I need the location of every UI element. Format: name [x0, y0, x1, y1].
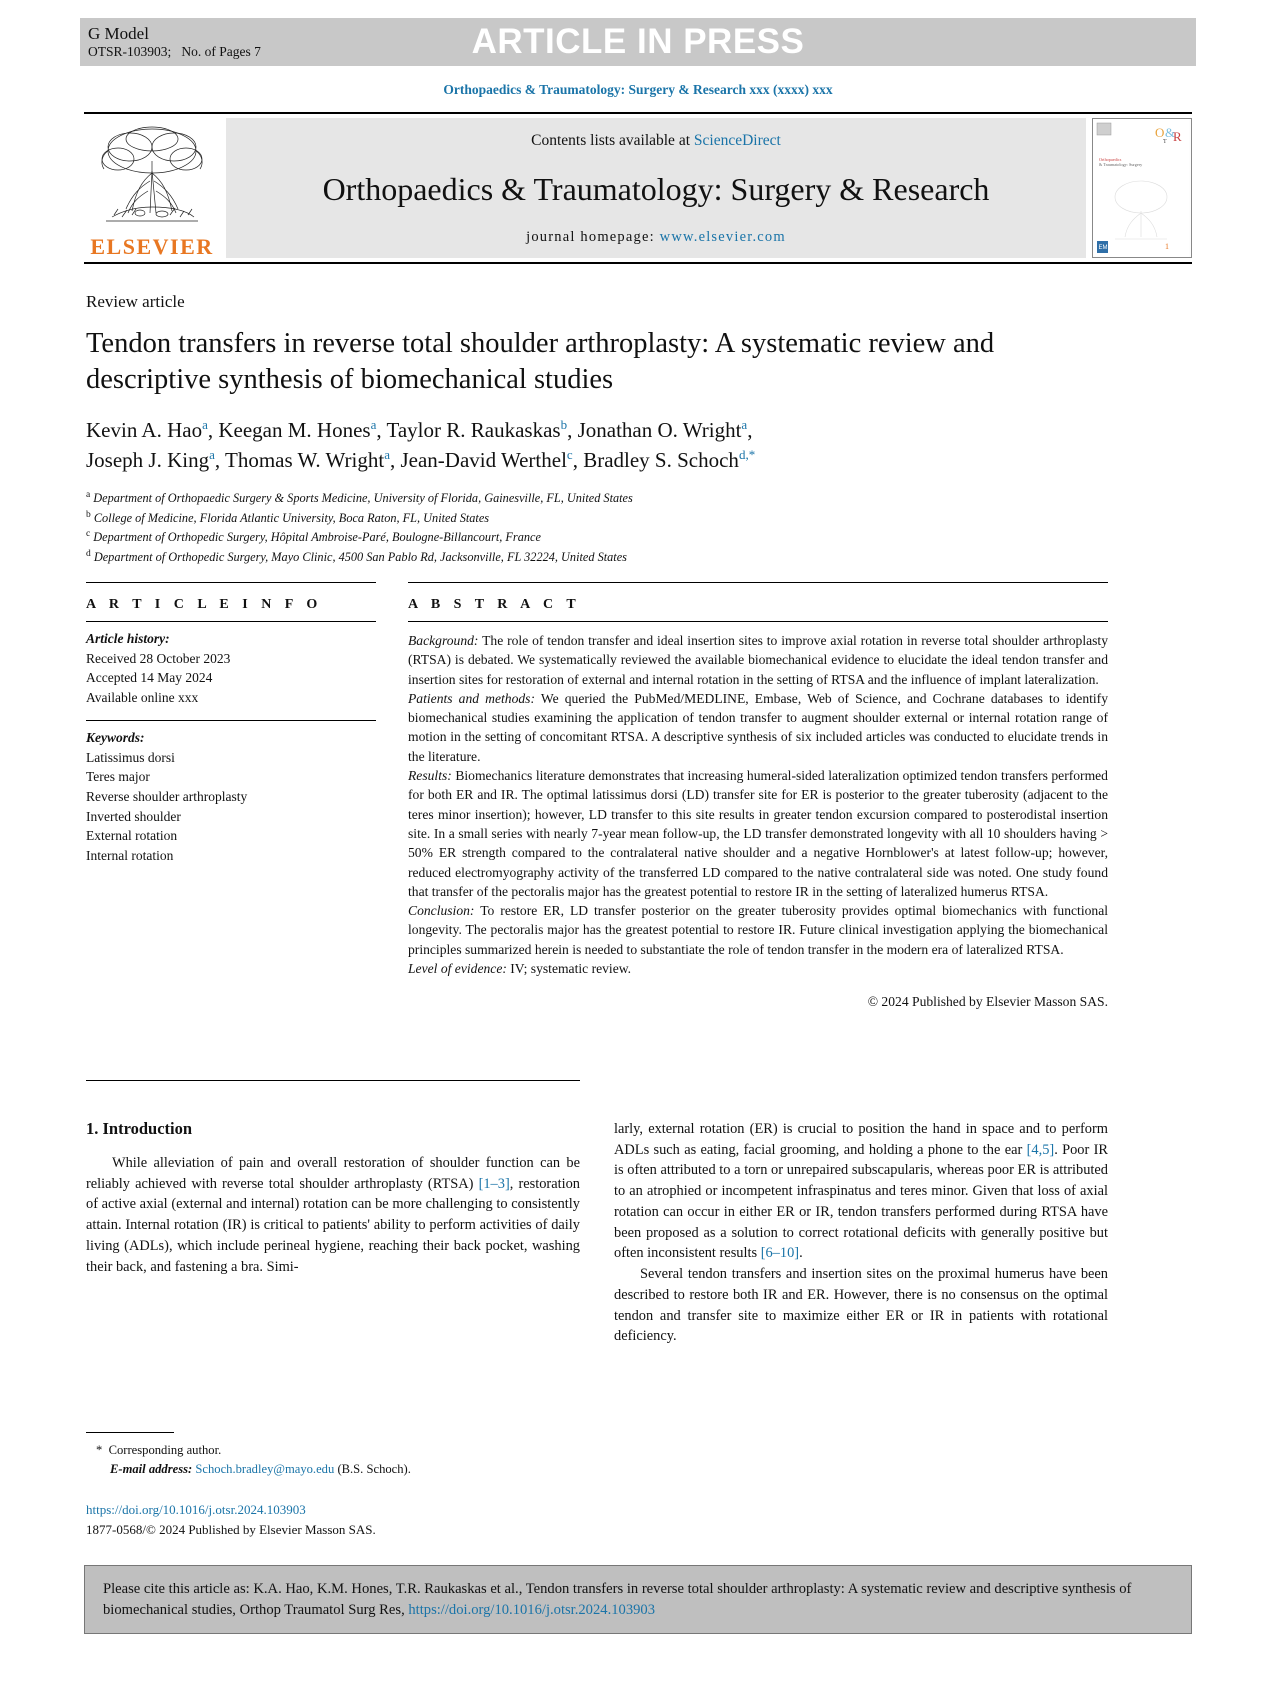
intro-right-b: . Poor IR is often attributed to a torn or unrepaired subscapularis, whereas poor ER is attributed to an atrophied or incompetent infraspinatus and teres minor. Given that loss of axial rotation can occur in either ER or IR, tendon transfers performed during RTSA have been proposed as a solution to correct rotational deficits with generally positive but often inconsistent results	[614, 1141, 1108, 1262]
doi-line	[86, 1500, 376, 1520]
page-title: Tendon transfers in reverse total shoulder arthroplasty: A systematic review and descriptive synthesis of biomechanical studies	[86, 328, 995, 396]
keyword-item: Latissimus dorsi	[86, 749, 175, 765]
body-column-right	[614, 1080, 1108, 1347]
footnote-corresponding-line	[96, 1441, 580, 1460]
corresponding-author-footnote	[86, 1432, 580, 1479]
abstract-evidence	[408, 959, 1108, 978]
abstract-evidence-label: Level of evidence:	[408, 961, 507, 977]
author-name: Taylor R. Raukaskas	[386, 417, 561, 442]
g-model-label: G Model	[88, 24, 149, 44]
author-list	[86, 415, 986, 476]
svg-text:Orthopaedics: Orthopaedics	[1099, 157, 1122, 162]
article-info-column	[86, 582, 376, 1012]
keyword-item: External rotation	[86, 828, 178, 844]
author-name: Jean-David Werthel	[400, 448, 567, 473]
svg-text:T: T	[1163, 139, 1167, 145]
abstract-heading: A B S T R A C T	[408, 597, 581, 612]
article-doi-link[interactable]: https://doi.org/10.1016/j.otsr.2024.103903	[86, 1502, 306, 1517]
elsevier-tree-icon	[92, 121, 212, 233]
affiliation-mark: b	[86, 509, 91, 520]
homepage-label: journal homepage:	[526, 229, 660, 245]
intro-text-a: While alleviation of pain and overall restoration of shoulder function can be reliably achieved with reverse total shoulder arthroplasty (RTSA)	[86, 1155, 580, 1192]
article-in-press-stamp: ARTICLE IN PRESS	[471, 22, 805, 61]
abstract-evidence-text: IV; systematic review.	[510, 961, 632, 977]
email-address-label: E-mail address:	[110, 1461, 193, 1476]
elsevier-wordmark: ELSEVIER	[90, 234, 214, 259]
intro-right-c: .	[799, 1245, 803, 1262]
keywords-group	[86, 721, 376, 878]
keyword-item: Reverse shoulder arthroplasty	[86, 788, 248, 804]
journal-reference-line: Orthopaedics & Traumatology: Surgery & Research xxx (xxxx) xxx	[443, 82, 833, 97]
history-item: Available online xxx	[86, 690, 199, 706]
journal-cover-thumbnail	[1092, 118, 1192, 258]
introduction-heading: 1. Introduction	[86, 1119, 193, 1138]
citation-ref-4-5[interactable]: [4,5]	[1026, 1141, 1055, 1158]
svg-text:R: R	[1173, 129, 1182, 144]
corresponding-email-link[interactable]: Schoch.bradley@mayo.edu	[195, 1461, 335, 1476]
article-type-label: Review article	[86, 292, 185, 311]
masthead-center-panel	[226, 118, 1086, 258]
homepage-url[interactable]: www.elsevier.com	[659, 229, 786, 245]
intro-paragraph-right	[614, 1119, 1108, 1264]
author-affiliation-mark: d,*	[738, 447, 756, 463]
abstract-column	[408, 582, 1108, 1012]
affiliation-mark: d	[86, 549, 91, 560]
svg-text:& Traumatology: Surgery: & Traumatology: Surgery	[1099, 162, 1143, 167]
abstract-background-text: The role of tendon transfer and ideal insertion sites to improve axial rotation in reverse total shoulder arthroplasty (RTSA) is debated. We systematically reviewed the available biomechanical evidence to elucidate the ideal tendon transfer and insertion sites for restoration of external and internal rotation in the setting of RTSA and the influence of implant lateralization.	[408, 633, 1108, 687]
abstract-results-text: Biomechanics literature demonstrates that increasing humeral-sided lateralization optimized tendon transfers performed for both ER and IR. The optimal latissimus dorsi (LD) transfer site for ER is posterior to the greater tuberosity (adjacent to the teres minor insertion); however, LD transfer to this site results in greater tendon excursion compared to posterodistal insertion site. In a small series with nearly 7-year mean follow-up, the LD transfer demonstrated longevity with all 10 shoulders having > 50% ER strength compared to the contralateral native shoulder and a negative Hornblower's at latest follow-up; however, reduced electromyography activity of the transferred LD compared to the native contralateral side was noted. One study found that transfer of the pectoralis major has the greatest potential to restore IR in the setting of lateralized humerus RTSA.	[408, 768, 1108, 899]
affiliation-text: College of Medicine, Florida Atlantic University, Boca Raton, FL, United States	[93, 510, 490, 525]
doi-and-issn-block	[86, 1500, 376, 1539]
abstract-background	[408, 631, 1108, 689]
article-info-heading: A R T I C L E I N F O	[86, 597, 323, 612]
sciencedirect-link[interactable]: ScienceDirect	[693, 132, 781, 149]
journal-masthead	[84, 112, 1192, 264]
author-affiliation-mark: a	[384, 447, 390, 463]
abstract-copyright: © 2024 Published by Elsevier Masson SAS.	[867, 994, 1108, 1010]
history-item: Received 28 October 2023	[86, 650, 231, 666]
masthead-bottom-rule	[84, 262, 1192, 264]
affiliation-text: Department of Orthopaedic Surgery & Sports Medicine, University of Florida, Gainesville, FL, United States	[93, 490, 633, 505]
abstract-body	[408, 622, 1108, 1012]
corresponding-author-label: Corresponding author.	[108, 1443, 222, 1457]
article-history-label: Article history:	[86, 631, 170, 646]
issn-copyright-line: 1877-0568/© 2024 Published by Elsevier Masson SAS.	[86, 1521, 376, 1537]
body-column-left	[86, 1080, 580, 1347]
affiliation-text: Department of Orthopedic Surgery, Hôpital Ambroise-Paré, Boulogne-Billancourt, France	[93, 530, 541, 545]
g-model-bar	[80, 18, 1196, 66]
journal-homepage-line	[526, 229, 786, 246]
svg-text:1: 1	[1165, 242, 1169, 251]
affiliation-item	[86, 547, 1106, 567]
abstract-results-label: Results:	[408, 768, 452, 784]
author-affiliation-mark: a	[209, 447, 215, 463]
title-block	[86, 292, 1106, 567]
author-name: Jonathan O. Wright	[577, 417, 742, 442]
abstract-conclusion-label: Conclusion:	[408, 903, 475, 919]
author-name: Keegan M. Hones	[218, 417, 371, 442]
author-affiliation-mark: a	[370, 416, 377, 432]
affiliation-mark: a	[86, 489, 91, 500]
masthead-body	[84, 114, 1192, 262]
keyword-item: Internal rotation	[86, 848, 174, 864]
contents-available-line	[531, 132, 781, 150]
svg-text:EM: EM	[1098, 245, 1108, 251]
author-name: Kevin A. Hao	[86, 417, 203, 442]
author-line-1: Kevin A. Hao$^a$, Keegan M. Hones$^a$, Taylor R. Raukaskas$^b$, Jonathan O. Wright$^a$,	[86, 416, 753, 442]
intro-text-b: , restoration of active axial (external and internal) rotation can be more challenging to consistently attain. Internal rotation (IR) is critical to patients' ability to perform activities of daily living (ADLs), which include perineal hygiene, reaching their back pocket, washing their back, and fastening a bra. Simi-	[86, 1175, 580, 1275]
abstract-methods-text: We queried the PubMed/MEDLINE, Embase, Web of Science, and Cochrane databases to identify biomechanical studies examining the application of tendon transfer to augment shoulder external or internal rotation range of motion in the setting of concomitant RTSA. A descriptive synthesis of six included articles was conducted to elucidate trends in the literature.	[408, 690, 1108, 764]
keyword-item: Teres major	[86, 769, 150, 785]
info-abstract-region	[86, 582, 1108, 1012]
affiliation-text: Department of Orthopedic Surgery, Mayo Clinic, 4500 San Pablo Rd, Jacksonville, FL 32224, United States	[93, 550, 627, 565]
intro-paragraph-right-2: Several tendon transfers and insertion sites on the proximal humerus have been described to restore both IR and ER. However, there is no consensus on the optimal tendon and transfer site to maximize either ER or IR in patients with rotational deficiency.	[614, 1266, 1108, 1345]
affiliation-item	[86, 527, 1106, 547]
abstract-background-label: Background:	[408, 633, 479, 648]
footnote-rule	[86, 1432, 174, 1433]
intro-right-a: larly, external rotation (ER) is crucial to position the hand in space and to perform ADLs such as eating, facial grooming, and holding a phone to the ear	[614, 1121, 1108, 1158]
citation-ref-1-3[interactable]: [1–3]	[478, 1175, 510, 1192]
abstract-conclusion-text: To restore ER, LD transfer posterior on the greater tuberosity provides optimal biomechanics with functional longevity. The pectoralis major has the greatest potential to restore IR. Future clinical investigation applying the biomechanical principles summarized herein is needed to substantiate the role of tendon transfer in the modern era of lateralized RTSA.	[408, 903, 1108, 957]
author-affiliation-mark: a	[202, 416, 208, 432]
svg-text:&: &	[1165, 125, 1176, 140]
keywords-label: Keywords:	[86, 729, 145, 745]
history-item: Accepted 14 May 2024	[86, 670, 213, 686]
svg-text:O: O	[1155, 125, 1165, 140]
author-affiliation-mark: b	[560, 416, 568, 432]
author-name: Bradley S. Schoch	[583, 448, 739, 473]
citation-ref-6-10[interactable]: [6–10]	[760, 1245, 800, 1262]
journal-title: Orthopaedics & Traumatology: Surgery & Research	[322, 171, 990, 207]
main-body	[86, 1080, 1108, 1347]
article-history-group	[86, 622, 376, 720]
keyword-item: Inverted shoulder	[86, 808, 181, 824]
author-line-2: Joseph J. King$^a$, Thomas W. Wright$^a$, Jean-David Werthel$^c$, Bradley S. Schoch$^{d,*}$	[86, 447, 756, 473]
abstract-methods	[408, 689, 1108, 766]
affiliation-mark: c	[86, 529, 91, 540]
article-id-label: OTSR-103903; No. of Pages 7	[88, 44, 261, 60]
author-affiliation-mark: a	[741, 416, 748, 432]
footnote-text	[86, 1441, 580, 1479]
affiliation-item	[86, 508, 1106, 528]
author-name: Joseph J. King	[86, 448, 210, 473]
body-top-rule	[86, 1080, 580, 1081]
author-affiliation-mark: c	[566, 447, 573, 463]
footnote-star: *	[96, 1443, 103, 1457]
contents-prefix: Contents lists available at	[531, 132, 694, 149]
cite-doi-link[interactable]: https://doi.org/10.1016/j.otsr.2024.103903	[408, 1601, 656, 1618]
abstract-results	[408, 766, 1108, 901]
abstract-methods-label: Patients and methods:	[408, 690, 535, 706]
footnote-email-line	[96, 1460, 580, 1479]
author-name: Thomas W. Wright	[225, 448, 385, 473]
abstract-conclusion	[408, 901, 1108, 959]
affiliation-list	[86, 488, 1106, 567]
cite-prefix-text: Please cite this article as: K.A. Hao, K.M. Hones, T.R. Raukaskas et al., Tendon transfers in reverse total shoulder arthroplasty: A systematic review and descriptive synthesis of biomechanical studies, Orthop Traumatol Surg Res,	[103, 1581, 1132, 1618]
intro-paragraph-left	[86, 1153, 580, 1277]
cite-this-article-box	[84, 1565, 1192, 1634]
elsevier-logo	[84, 114, 220, 262]
cover-art-icon	[1093, 119, 1189, 258]
email-owner: (B.S. Schoch).	[337, 1461, 411, 1476]
affiliation-item	[86, 488, 1106, 508]
